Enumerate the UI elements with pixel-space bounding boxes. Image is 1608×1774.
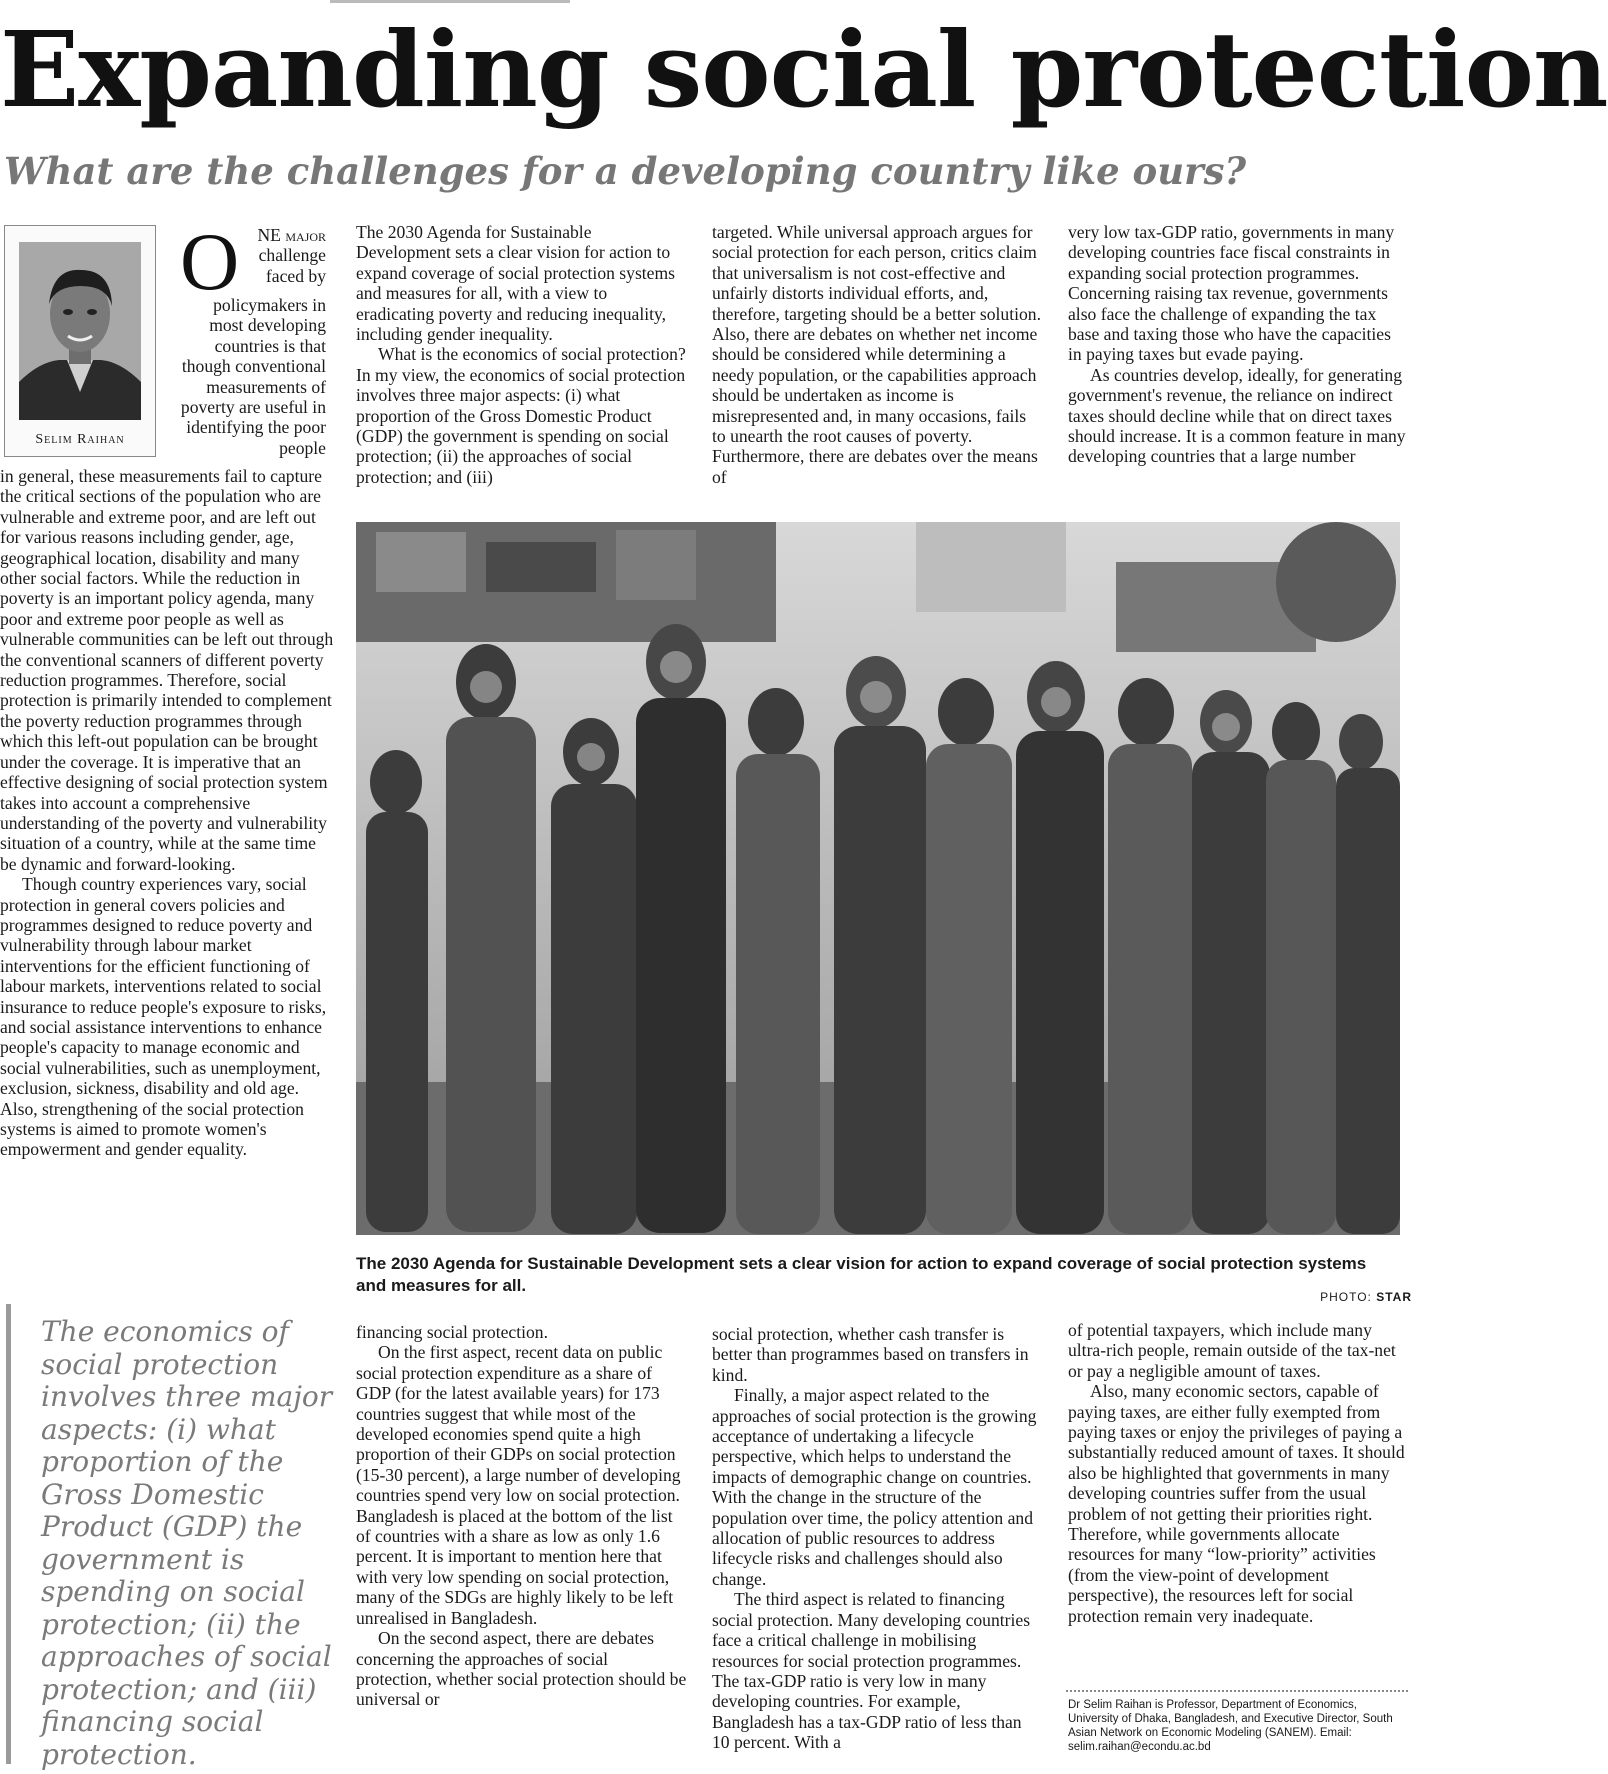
author-photo	[19, 242, 141, 420]
col4-bottom-paragraph-1: of potential taxpayers, which include many ultra-rich people, remain outside of the tax-net or pay a negligible amount of taxes.	[1068, 1320, 1396, 1381]
subheadline: What are the challenges for a developing country like ours?	[4, 149, 1247, 193]
photo-credit-label: PHOTO:	[1320, 1290, 1372, 1304]
bio-divider	[1066, 1690, 1408, 1695]
author-box	[4, 225, 156, 457]
column-1	[0, 466, 334, 1160]
col1-paragraph-2: Though country experiences vary, social protection in general covers policies and programmes designed to reduce poverty and vulnerability through labour market interventions for the efficient functioning of labour markets, interventions related to social insurance to reduce people's exposure to risks, and social assistance interventions to enhance people's capacity to manage economic and social vulnerabilities, such as unemployment, exclusion, sickness, disability and old age. Also, strengthening of the social protection systems is aimed to promote women's empowerment and gender equality.	[0, 874, 327, 1160]
col2-paragraph-2: What is the economics of social protection? In my view, the economics of social protection involves three major aspects: (i) what proportion of the Gross Domestic Product (GDP) the government is spending on social protection; (ii) the approaches of social protection; and (iii)	[356, 344, 686, 487]
pull-quote-text: The economics of social protection involves three major aspects: (i) what proportion of the Gross Domestic Product (GDP) the government is spending on social protection; (ii) the approaches of social protection; and (iii) financing social protection.	[41, 1315, 333, 1771]
col3-bottom-paragraph-2: Finally, a major aspect related to the approaches of social protection is the growing acceptance of undertaking a lifecycle perspective, which helps to understand the impacts of demographic change on countries. With the change in the structure of the population over time, the policy attention and allocation of public resources to address lifecycle risks and challenges should also change.	[712, 1385, 1037, 1589]
column-2-bottom	[356, 1322, 688, 1710]
col4-bottom-paragraph-2: Also, many economic sectors, capable of paying taxes, are either fully exempted from paying taxes or enjoy the privileges of paying a substantially reduced amount of taxes. It should also be highlighted that governments in many developing countries suffer from the usual problem of not getting their priorities right. Therefore, while governments allocate resources for many “low-priority” activities (from the view-point of development perspective), the resources left for social protection remain very inadequate.	[1068, 1381, 1405, 1626]
lead-text: challenge faced by policymakers in most developing countries is that though conventional measurements of poverty are useful in identifying the poor people	[180, 245, 326, 458]
col2-paragraph-1: The 2030 Agenda for Sustainable Development sets a clear vision for action to expand coverage of social protection systems and measures for all, with a view to eradicating poverty and reducing inequality, including gender inequality.	[356, 222, 676, 345]
author-bio: Dr Selim Raihan is Professor, Department of Economics, University of Dhaka, Bangladesh, and Executive Director, South Asian Network on Economic Modeling (SANEM). Email: selim.raihan@econdu.ac.bd	[1068, 1699, 1393, 1753]
col2-bottom-paragraph-2: On the first aspect, recent data on public social protection expenditure as a share of GDP (for the latest available years) for 173 countries suggest that while most of the developed economies spend quite a high proportion of their GDPs on social protection (15-30 percent), a large number of developing countries spend very low on social protection. Bangladesh is placed at the bottom of the list of countries with a share as low as only 1.6 percent. It is important to mention here that with very low spending on social protection, many of the SDGs are highly likely to be left unrealised in Bangladesh.	[356, 1342, 681, 1628]
column-3-top	[712, 222, 1042, 487]
photo-credit-source: STAR	[1376, 1290, 1412, 1304]
column-4-top	[1068, 222, 1408, 467]
top-rule	[330, 0, 570, 3]
author-name: Selim Raihan	[35, 432, 125, 447]
col3-bottom-paragraph-3: The third aspect is related to financing social protection. Many developing countries face a critical challenge in mobilising resources for social protection programmes. The tax-GDP ratio is very low in many developing countries. For example, Bangladesh has a tax-GDP ratio of less than 10 percent. With a	[712, 1589, 1031, 1753]
col2-bottom-paragraph-1: financing social protection.	[356, 1322, 549, 1342]
drop-cap: O	[180, 216, 240, 307]
col3-bottom-paragraph-1: social protection, whether cash transfer is better than programmes based on transfers in kind.	[712, 1324, 1029, 1385]
col2-bottom-paragraph-3: On the second aspect, there are debates concerning the approaches of social protection, whether social protection should be universal or	[356, 1628, 687, 1710]
photo-credit	[1320, 1290, 1412, 1304]
column-2-top	[356, 222, 688, 487]
col4-paragraph-1: very low tax-GDP ratio, governments in many developing countries face fiscal constraints in expanding social protection programmes. Concerning raising tax revenue, governments also face the challenge of expanding the tax base and taxing those who have the capacities in paying taxes but evade paying.	[1068, 222, 1395, 365]
pull-quote	[6, 1304, 341, 1771]
col3-paragraph-1: targeted. While universal approach argues for social protection for each person, critics claim that universalism is not cost-effective and unfairly distorts individual efforts, and, therefore, targeting should be a better solution. Also, there are debates on whether net income should be considered while determining a needy population, or the capabilities approach should be undertaken as income is misrepresented and, in many occasions, fails to unearth the root causes of poverty. Furthermore, there are debates over the means of	[712, 222, 1041, 487]
col1-paragraph-1: in general, these measurements fail to capture the critical sections of the population who are vulnerable and extreme poor, and are left out for various reasons including gender, age, geographical location, disability and many other social factors. While the reduction in poverty is an important policy agenda, many poor and extreme poor people as well as vulnerable communities can be left out through the conventional scanners of different poverty reduction programmes. Therefore, social protection is primarily intended to complement the poverty reduction programmes through which this left-out population can be brought under the coverage. It is imperative that an effective designing of social protection system takes into account a comprehensive understanding of the poverty and vulnerability situation of a country, while at the same time be dynamic and forward-looking.	[0, 466, 334, 874]
col4-paragraph-2: As countries develop, ideally, for generating government's revenue, the reliance on indirect taxes should decline while that on direct taxes should increase. It is a common feature in many developing countries that a large number	[1068, 364, 1406, 467]
lead-paragraph	[180, 216, 326, 458]
lead-caps: NE major	[257, 225, 326, 245]
column-4-bottom	[1068, 1320, 1408, 1626]
column-3-bottom	[712, 1324, 1042, 1753]
photo-illustration	[356, 522, 1400, 1235]
headline: Expanding social protection	[0, 8, 1608, 131]
news-photo	[356, 522, 1400, 1235]
photo-caption: The 2030 Agenda for Sustainable Development sets a clear vision for action to expand coverage of social protection systems and measures for all.	[356, 1254, 1367, 1295]
